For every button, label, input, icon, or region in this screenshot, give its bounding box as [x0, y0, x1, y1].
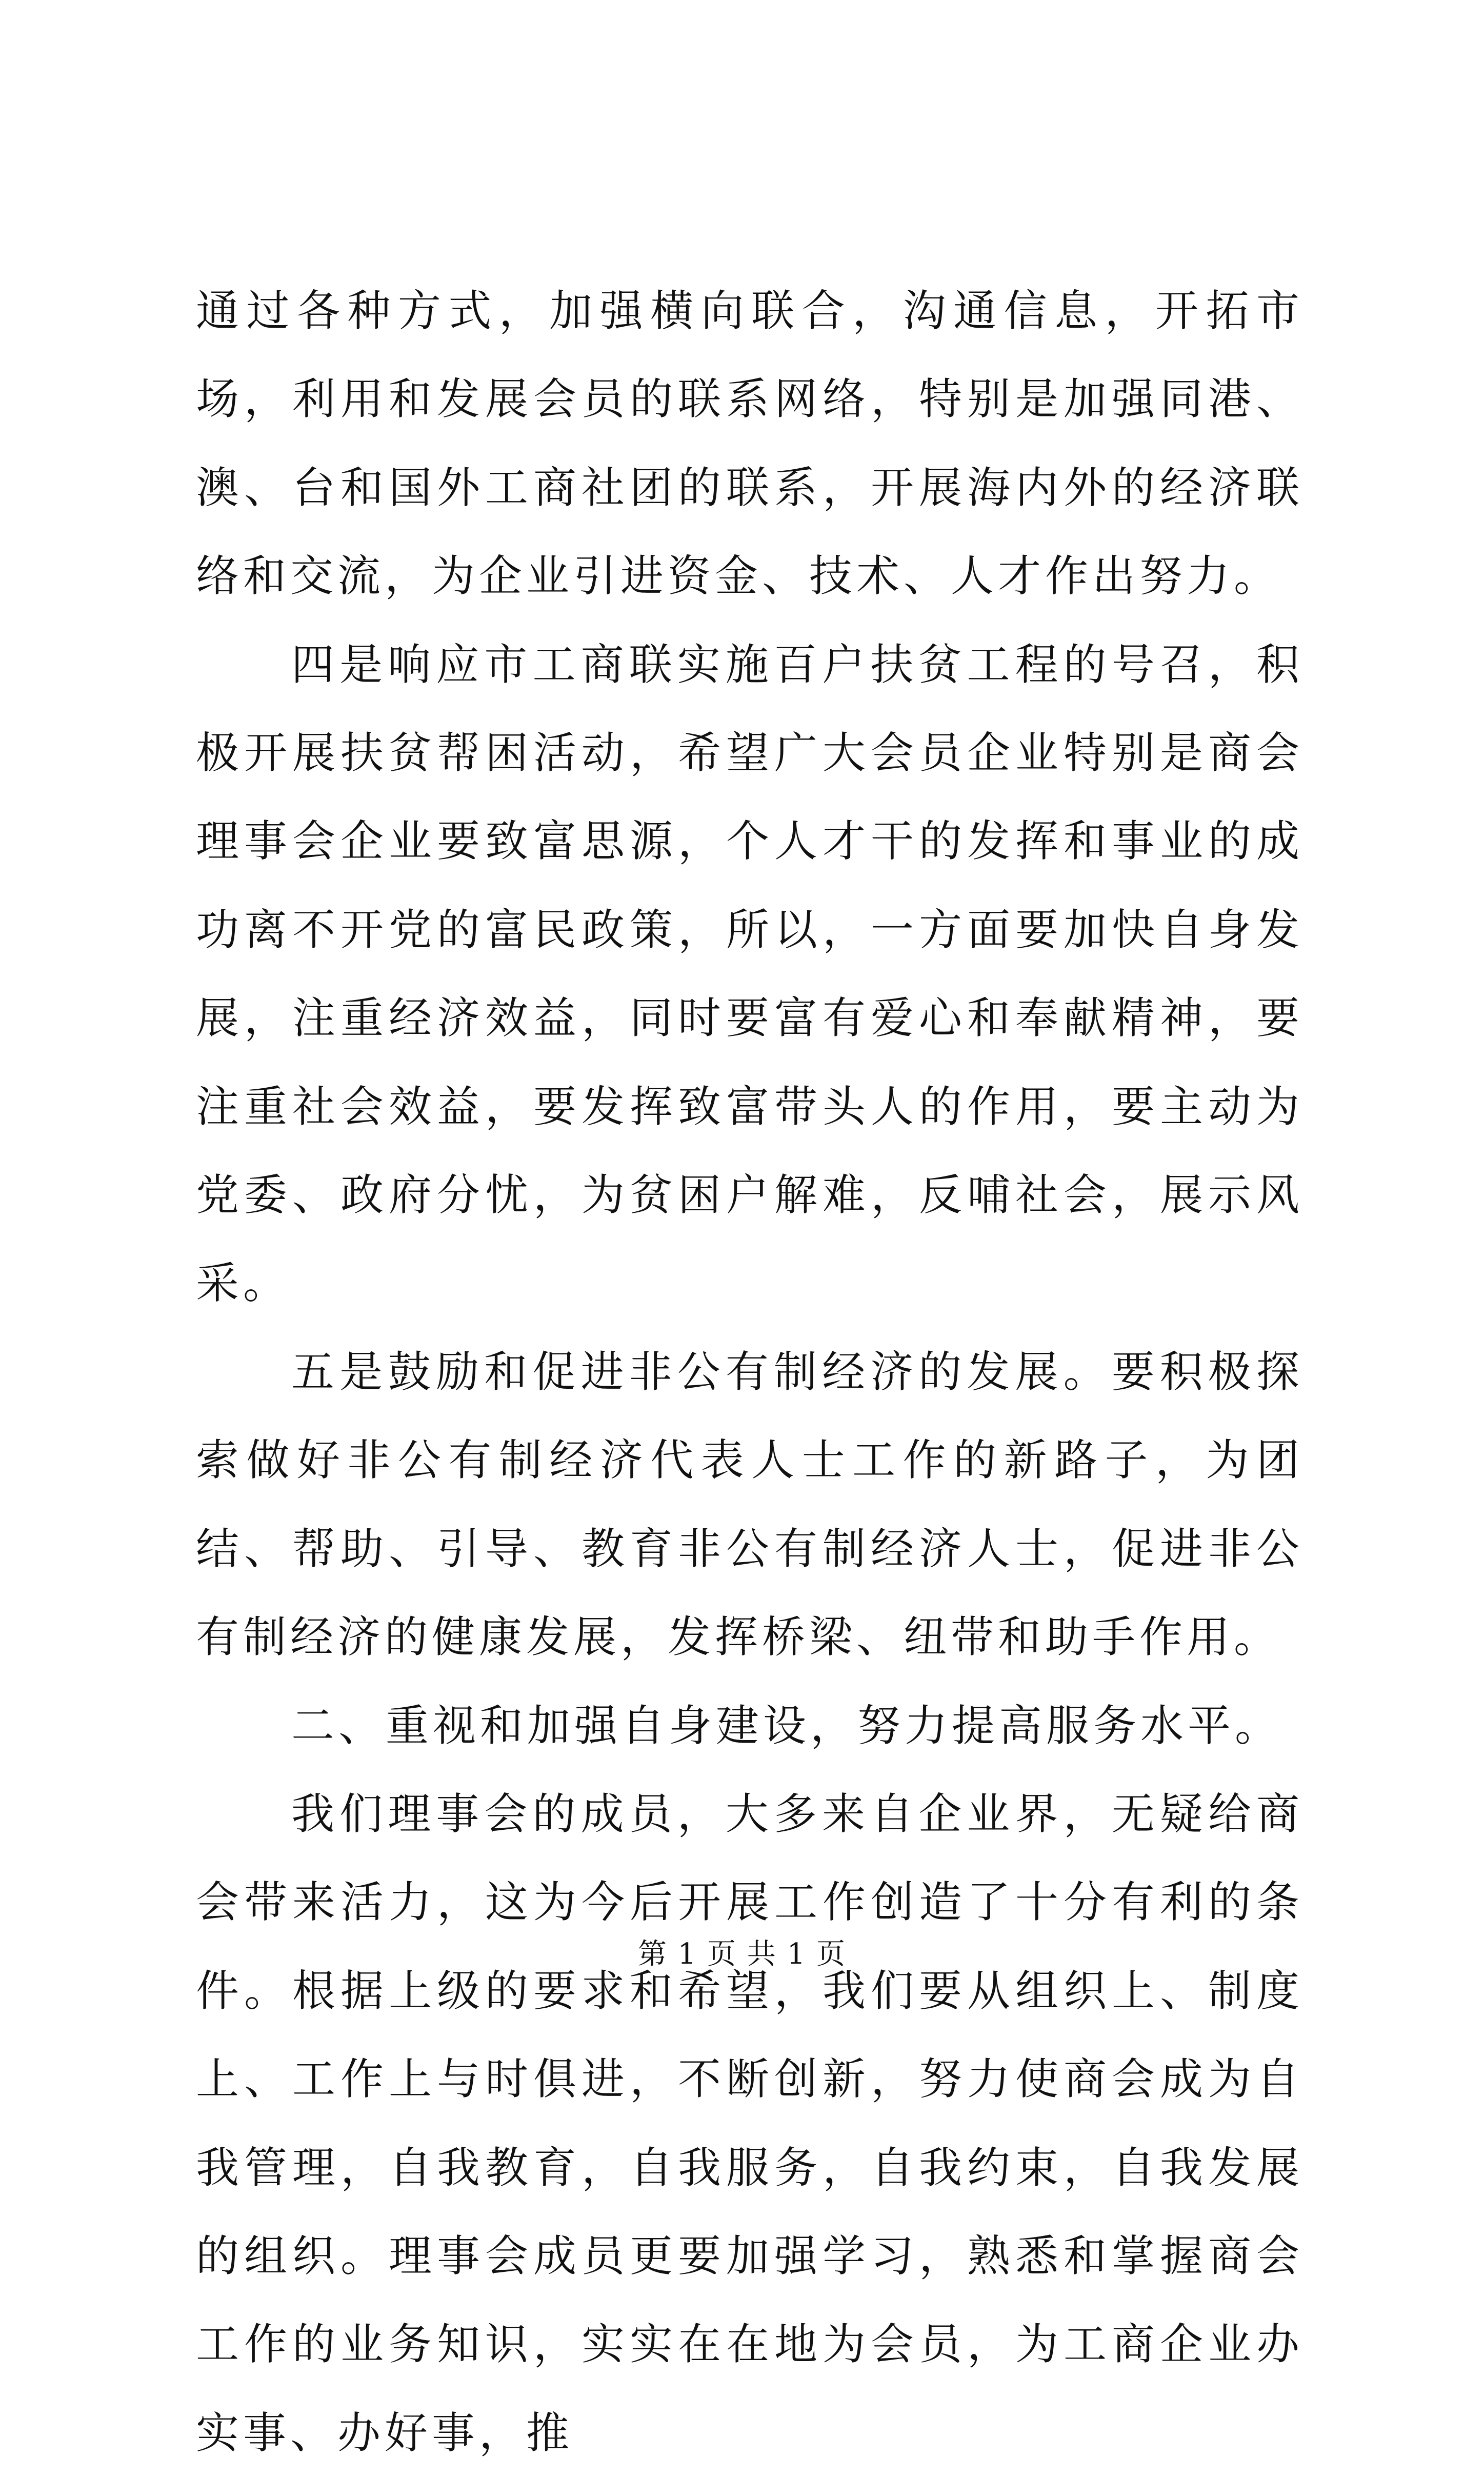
- paragraph-3: 五是鼓励和促进非公有制经济的发展。要积极探索做好非公有制经济代表人士工作的新路子，为团结、帮助、引导、教育非公有制经济人士，促进非公有制经济的健康发展，发挥桥梁、纽带和助手作用。: [196, 1346, 1303, 1663]
- paragraph-1: 通过各种方式，加强横向联合，沟通信息，开拓市场，利用和发展会员的联系网络，特别是加强同港、澳、台和国外工商社团的联系，开展海内外的经济联络和交流，为企业引进资金、技术、人才作出努力。: [196, 286, 1303, 602]
- page-number-label: 第 1 页 共 1 页: [637, 1937, 847, 1971]
- document-body: [196, 267, 1303, 2477]
- page-footer: [0, 1936, 1484, 1972]
- paragraph-5: 我们理事会的成员，大多来自企业界，无疑给商会带来活力，这为今后开展工作创造了十分有利的条件。根据上级的要求和希望，我们要从组织上、制度上、工作上与时俱进，不断创新，努力使商会成为自我管理，自我教育，自我服务，自我约束，自我发展的组织。理事会成员更要加强学习，熟悉和掌握商会工作的业务知识，实实在在地为会员，为工商企业办实事、办好事，推: [196, 1788, 1303, 2458]
- section-heading: 二、重视和加强自身建设，努力提高服务水平。: [291, 1700, 1282, 1751]
- paragraph-2: 四是响应市工商联实施百户扶贫工程的号召，积极开展扶贫帮困活动，希望广大会员企业特别是商会理事会企业要致富思源，个人才干的发挥和事业的成功离不开党的富民政策，所以，一方面要加快自身发展，注重经济效益，同时要富有爱心和奉献精神，要注重社会效益，要发挥致富带头人的作用，要主动为党委、政府分忧，为贫困户解难，反哺社会，展示风采。: [196, 639, 1303, 1309]
